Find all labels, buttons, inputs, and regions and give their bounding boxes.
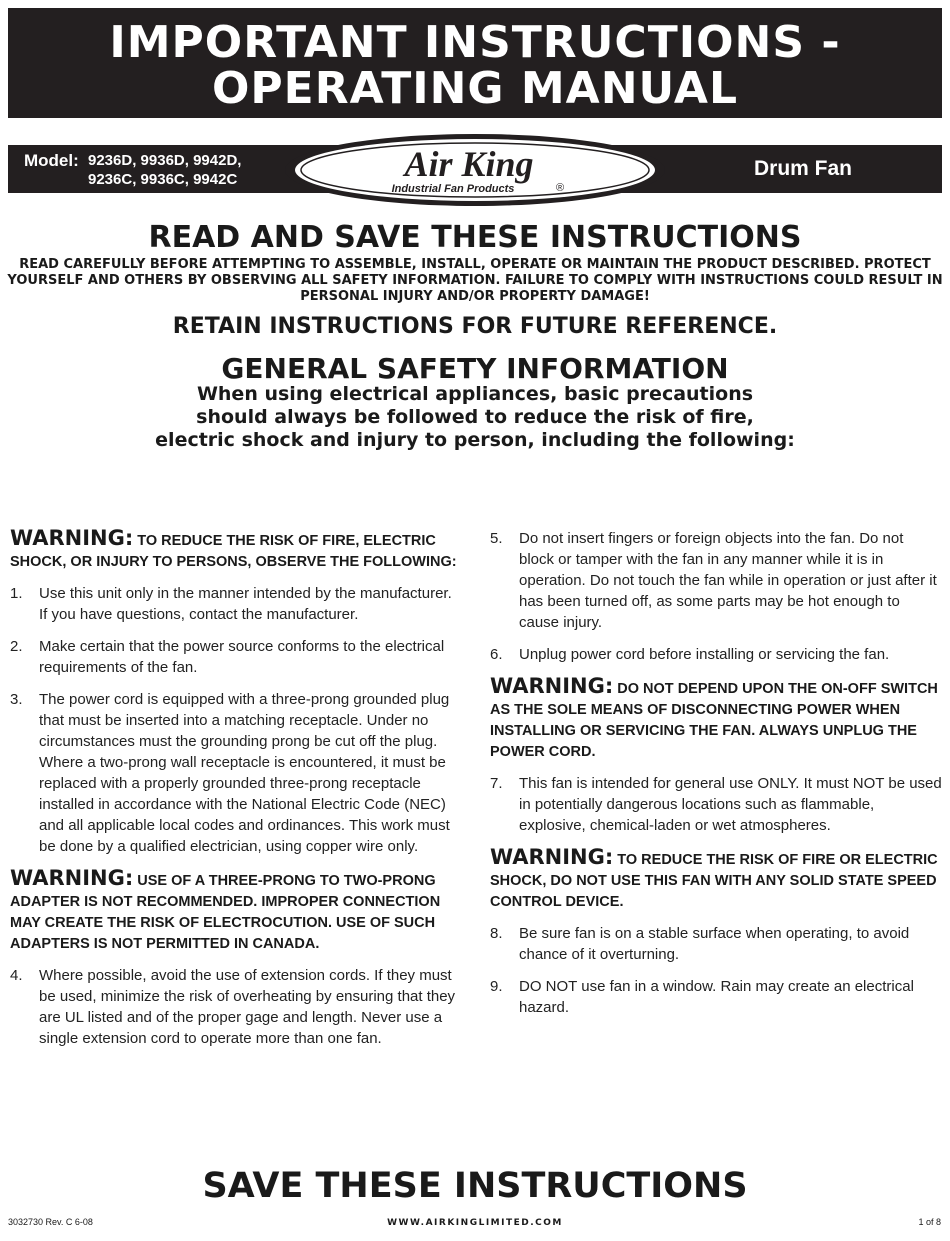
warning-text: TO REDUCE THE RISK OF FIRE, ELECTRIC SHOCK, OR INJURY TO PERSONS, OBSERVE THE FOLLOWING: [10, 533, 457, 570]
item-text: Be sure fan is on a stable surface when operating, to avoid chance of it overturning. [519, 925, 910, 963]
item-number: 5. [490, 530, 503, 547]
model-numbers [88, 151, 241, 189]
warning-text: DO NOT DEPEND UPON THE ON-OFF SWITCH AS THE SOLE MEANS OF DISCONNECTING POWER WHEN INSTALLING OR SERVICING THE FAN. ALWAYS UNPLUG THE POWER CORD. [490, 681, 938, 760]
item-number: 4. [10, 967, 23, 984]
precaution-line-1: When using electrical appliances, basic precautions [196, 383, 754, 405]
title-line-2: OPERATING MANUAL [212, 63, 738, 114]
logo-registered-mark: ® [556, 182, 565, 194]
product-type: Drum Fan [753, 157, 852, 180]
list-item [10, 965, 462, 1049]
list-item [10, 583, 462, 625]
list-item [490, 773, 942, 836]
save-instructions-heading: SAVE THESE INSTRUCTIONS [202, 1166, 748, 1206]
precaution-line-2: should always be followed to reduce the risk of fire, [196, 406, 754, 428]
warning-label: WARNING: [10, 866, 134, 890]
warning-block [490, 847, 942, 913]
warning-label: WARNING: [490, 674, 614, 698]
general-safety-heading: GENERAL SAFETY INFORMATION [221, 352, 729, 385]
item-text: Unplug power cord before installing or servicing the fan. [519, 646, 890, 663]
warning-label: WARNING: [490, 845, 614, 869]
item-text: Use this unit only in the manner intended by the manufacturer. If you have questions, contact the manufacturer. [39, 585, 452, 623]
item-text: Do not insert fingers or foreign objects into the fan. Do not block or tamper with the fan in any manner while it is in operation. Do not touch the fan while in operation or just after it has been turned off, as some parts may be hot enough to cause injury. [519, 530, 937, 631]
intro-text: READ CAREFULLY BEFORE ATTEMPTING TO ASSEMBLE, INSTALL, OPERATE OR MAINTAIN THE PRODUCT DESCRIBED. PROTECT YOURSELF AND OTHERS BY OBSERVING ALL SAFETY INFORMATION. FAILURE TO COMPLY WITH INSTRUCTIONS COULD RESULT IN PERSONAL INJURY AND/OR PROPERTY DAMAGE! [7, 257, 943, 304]
list-item [490, 528, 942, 633]
left-column [10, 528, 462, 1060]
item-number: 3. [10, 691, 23, 708]
item-number: 9. [490, 978, 503, 995]
precaution-line-3: electric shock and injury to person, including the following: [155, 429, 795, 451]
warning-block [10, 528, 462, 573]
website-link[interactable]: WWW.AIRKINGLIMITED.COM [387, 1218, 563, 1228]
models-line-1: 9236D, 9936D, 9942D, [88, 152, 242, 169]
right-column [490, 528, 942, 1029]
list-item [10, 689, 462, 857]
logo-tagline: Industrial Fan Products [391, 183, 515, 195]
warning-text: USE OF A THREE-PRONG TO TWO-PRONG ADAPTER IS NOT RECOMMENDED. IMPROPER CONNECTION MAY CREATE THE RISK OF ELECTROCUTION. USE OF SUCH ADAPTERS IS NOT PERMITTED IN CANADA. [10, 873, 441, 952]
list-item [490, 923, 942, 965]
page-number: 1 of 8 [918, 1217, 941, 1227]
item-number: 2. [10, 638, 23, 655]
warning-block [10, 868, 462, 955]
precaution-text [0, 383, 950, 452]
list-item [490, 644, 942, 665]
doc-number: 3032730 Rev. C 6-08 [8, 1217, 93, 1227]
air-king-logo [283, 132, 667, 208]
item-number: 7. [490, 775, 503, 792]
title-banner [8, 8, 942, 118]
list-item [10, 636, 462, 678]
item-number: 6. [490, 646, 503, 663]
list-item [490, 976, 942, 1018]
title-line-1: IMPORTANT INSTRUCTIONS - [109, 17, 841, 68]
item-number: 8. [490, 925, 503, 942]
item-text: This fan is intended for general use ONLY. It must NOT be used in potentially dangerous locations such as flammable, explosive, chemical-laden or wet atmospheres. [519, 775, 942, 834]
item-text: The power cord is equipped with a three-prong grounded plug that must be inserted into a matching receptacle. Under no circumstances must the grounding prong be cut off the plug. Where a two-prong wall receptacle is encountered, it must be replaced with a properly grounded three-prong receptacle installed in accordance with the National Electric Code (NEC) and all applicable local codes and ordinances. This work must be done by a qualified electrician, using copper wire only. [39, 691, 450, 855]
retain-heading: RETAIN INSTRUCTIONS FOR FUTURE REFERENCE. [172, 314, 778, 339]
item-text: Make certain that the power source conforms to the electrical requirements of the fan. [39, 638, 445, 676]
item-number: 1. [10, 585, 23, 602]
warning-text: TO REDUCE THE RISK OF FIRE OR ELECTRIC SHOCK, DO NOT USE THIS FAN WITH ANY SOLID STATE SPEED CONTROL DEVICE. [490, 852, 938, 910]
model-label: Model: [24, 151, 79, 170]
item-text: DO NOT use fan in a window. Rain may create an electrical hazard. [519, 978, 914, 1016]
logo-brand: Air King [404, 144, 534, 184]
warning-block [490, 676, 942, 763]
item-text: Where possible, avoid the use of extension cords. If they must be used, minimize the risk of overheating by ensuring that they are UL listed and of the proper gage and length. Never use a single extension cord to operate more than one fan. [39, 967, 456, 1047]
models-line-2: 9236C, 9936C, 9942C [88, 171, 238, 188]
warning-label: WARNING: [10, 526, 134, 550]
read-save-heading: READ AND SAVE THESE INSTRUCTIONS [148, 220, 802, 255]
